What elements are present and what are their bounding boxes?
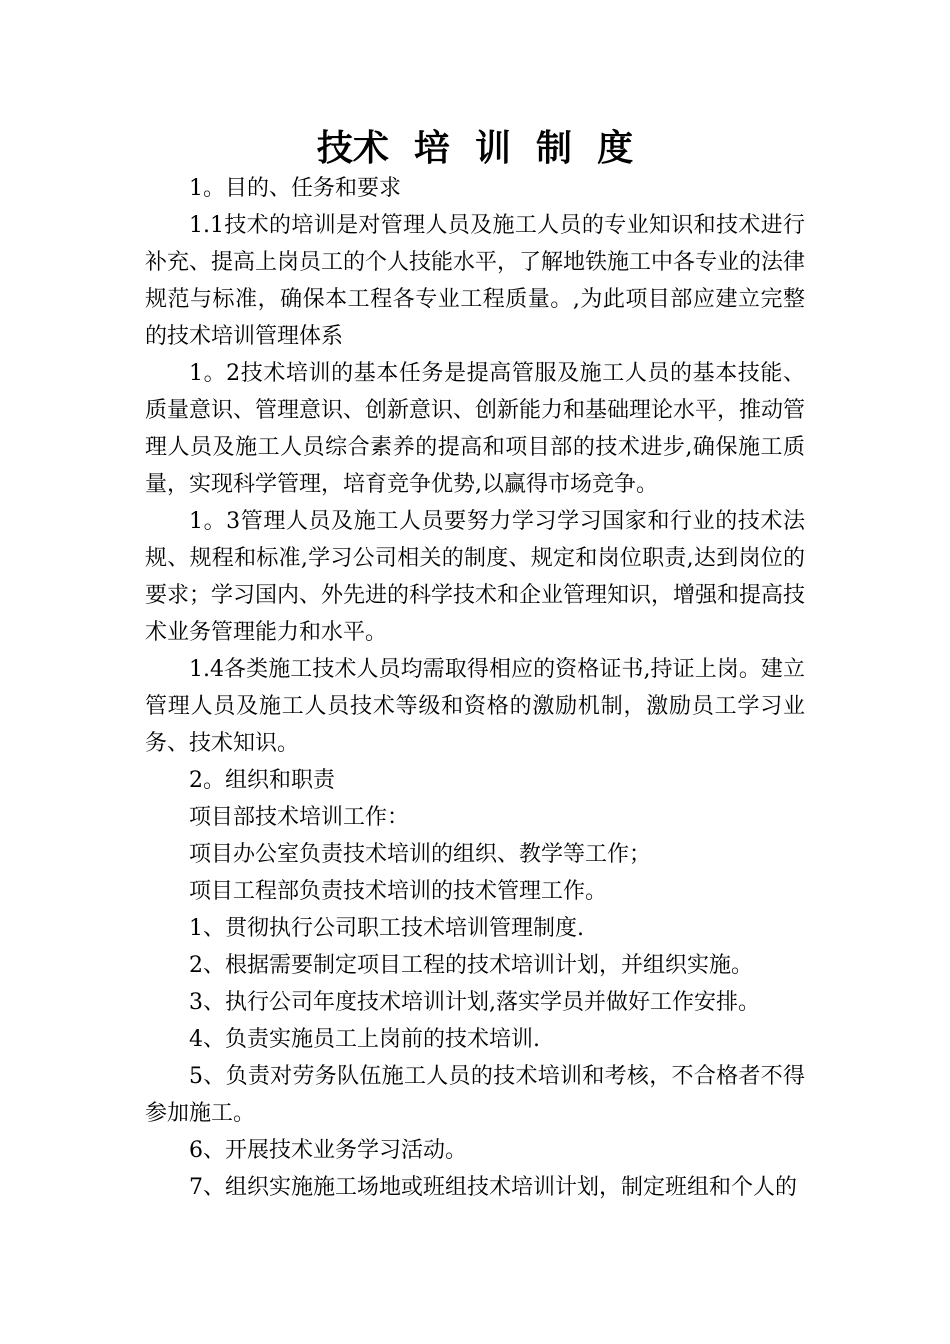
list-item-2: 2、根据需要制定项目工程的技术培训计划，并组织实施。 <box>189 953 753 978</box>
document-body <box>145 170 805 1206</box>
heading-1-purpose: 1。目的、任务和要求 <box>189 176 401 201</box>
list-item-1: 1、贯彻执行公司职工技术培训管理制度. <box>189 916 584 941</box>
heading-2-organization: 2。组织和职责 <box>189 768 335 793</box>
list-item-4: 4、负责实施员工上岗前的技术培训. <box>189 1027 540 1052</box>
paragraph-1-2: 1。2技术培训的基本任务是提高管服及施工人员的基本技能、质量意识、管理意识、创新意识、创新能力和基础理论水平，推动管理人员及施工人员综合素养的提高和项目部的技术进步,确保施工质量，实现科学管理，培育竞争优势,以赢得市场竞争。 <box>145 361 806 497</box>
paragraph-office-duty: 项目办公室负责技术培训的组织、教学等工作； <box>189 842 652 867</box>
list-item-3: 3、执行公司年度技术培训计划,落实学员并做好工作安排。 <box>189 990 760 1015</box>
paragraph-1-1: 1.1技术的培训是对管理人员及施工人员的专业知识和技术进行补充、提高上岗员工的个人技能水平，了解地铁施工中各专业的法律规范与标准，确保本工程各专业工程质量。,为此项目部应建立完整的技术培训管理体系 <box>145 213 806 349</box>
list-item-6: 6、开展技术业务学习活动。 <box>189 1138 467 1163</box>
paragraph-project-training: 项目部技术培训工作： <box>189 805 410 830</box>
paragraph-engineering-duty: 项目工程部负责技术培训的技术管理工作。 <box>189 879 608 904</box>
paragraph-1-3: 1。3管理人员及施工人员要努力学习学习国家和行业的技术法规、规程和标准,学习公司相关的制度、规定和岗位职责,达到岗位的要求；学习国内、外先进的科学技术和企业管理知识，增强和提高技术业务管理能力和水平。 <box>145 509 806 645</box>
document-title: 技术 培 训 制 度 <box>316 128 634 169</box>
list-item-5: 5、负责对劳务队伍施工人员的技术培训和考核，不合格者不得参加施工。 <box>145 1064 805 1126</box>
paragraph-1-4: 1.4各类施工技术人员均需取得相应的资格证书,持证上岗。建立管理人员及施工人员技术等级和资格的激励机制，激励员工学习业务、技术知识。 <box>145 657 805 756</box>
list-item-7: 7、组织实施施工场地或班组技术培训计划，制定班组和个人的 <box>189 1175 797 1200</box>
